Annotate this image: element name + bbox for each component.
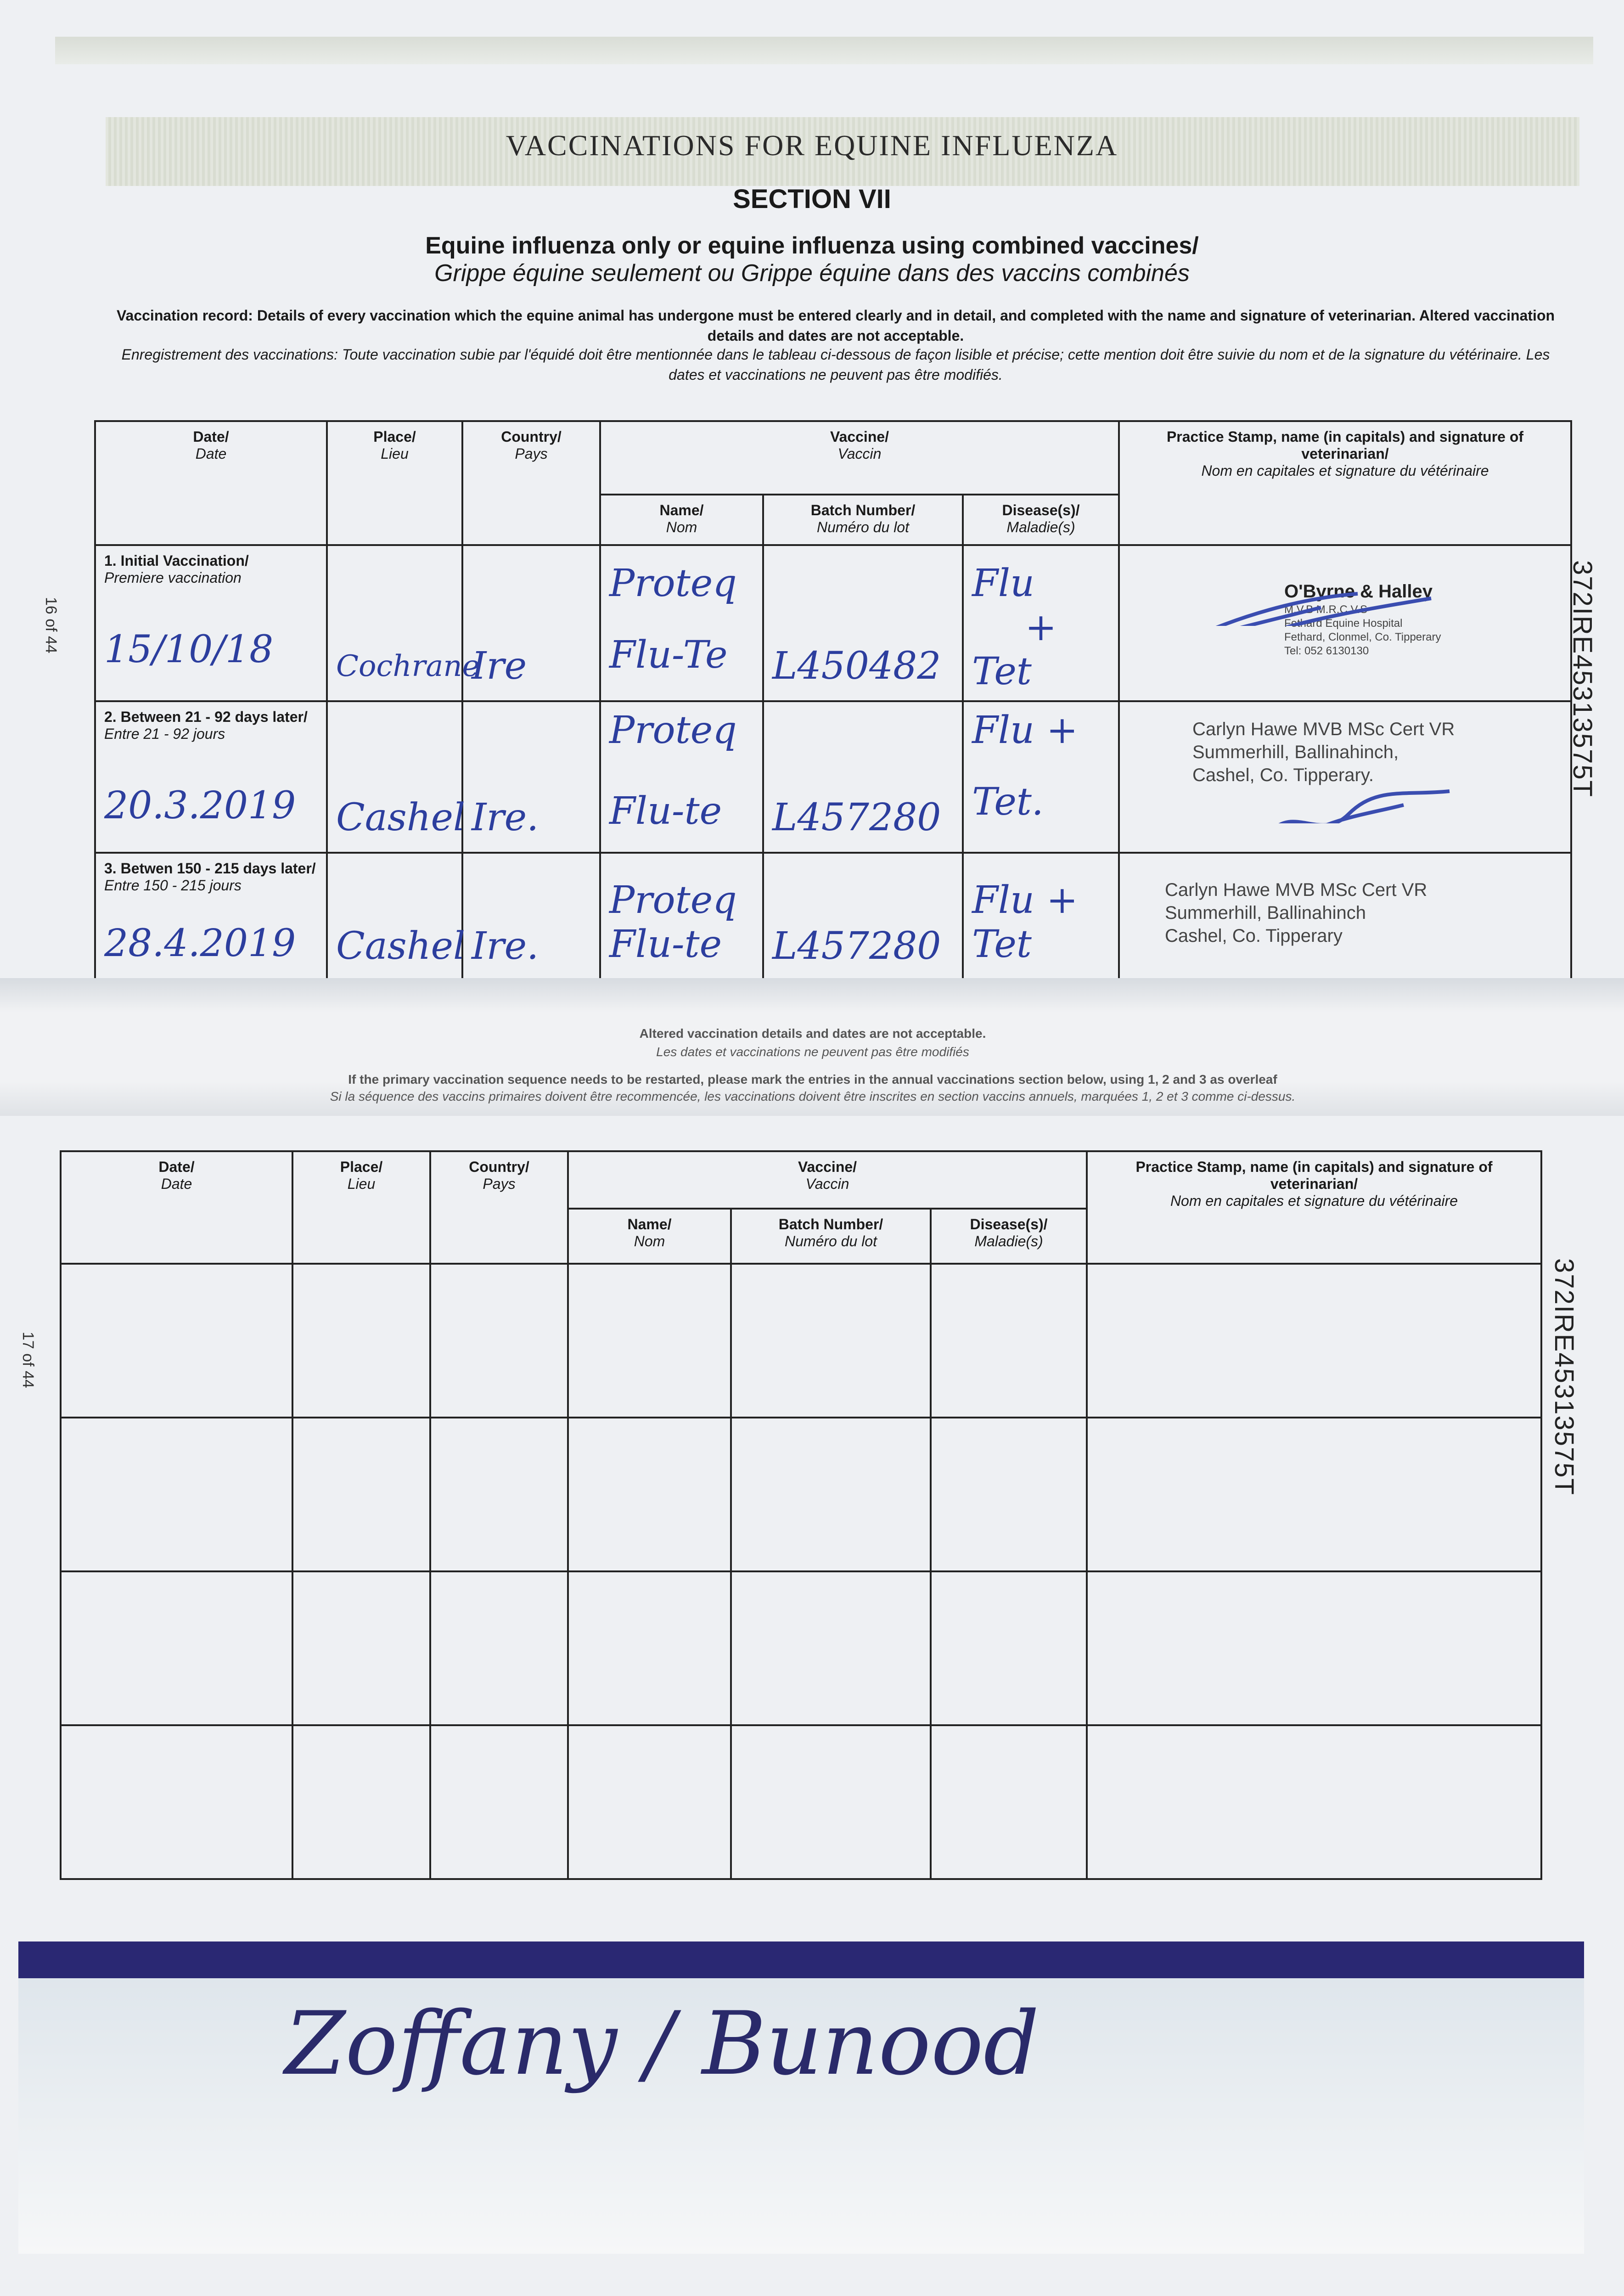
row-country-cell: Ire.	[462, 701, 600, 853]
page-number-top: 16 of 44	[42, 597, 60, 653]
altered-note-en: Altered vaccination details and dates are not acceptable.	[639, 1026, 986, 1041]
row-stamp-cell: Carlyn Hawe MVB MSc Cert VR Summerhill, Ballinahinch, Cashel, Co. Tipperary.	[1119, 701, 1571, 853]
primary-vaccination-table	[94, 420, 1572, 1005]
col-date-header: Date/ Date	[61, 1151, 292, 1264]
table-row	[95, 701, 1571, 853]
col-name-header: Name/ Nom	[568, 1209, 731, 1264]
col-place-header: Place/ Lieu	[292, 1151, 430, 1264]
row-disease-cell: Flu + Tet	[963, 853, 1119, 1004]
row-disease-cell: Flu + Tet	[963, 545, 1119, 701]
col-place-header: Place/ Lieu	[327, 421, 462, 545]
col-batch-header: Batch Number/ Numéro du lot	[731, 1209, 931, 1264]
vet-signature	[1266, 787, 1459, 823]
row-disease-cell: Flu + Tet.	[963, 701, 1119, 853]
annual-vaccination-table	[60, 1150, 1542, 1880]
col-name-header: Name/ Nom	[600, 495, 763, 545]
col-vaccine-header: Vaccine/ Vaccin	[568, 1151, 1087, 1209]
page-number-bottom: 17 of 44	[19, 1332, 37, 1388]
row-stamp-cell: O'Byrne & Halley M.V.B M.R.C.V.S Fethard Equine Hospital Fethard, Clonmel, Co. Tipperary Tel: 052 6130130	[1119, 545, 1571, 701]
col-stamp-header: Practice Stamp, name (in capitals) and signature of veterinarian/ Nom en capitales et signature du vétérinaire	[1087, 1151, 1541, 1264]
row-country-cell: Ire	[462, 545, 600, 701]
row-vaccine-name-cell: Proteq Flu-te	[600, 853, 763, 1004]
col-batch-header: Batch Number/ Numéro du lot	[763, 495, 963, 545]
table-row	[61, 1264, 1541, 1418]
row-batch-cell: L450482	[763, 545, 963, 701]
row-country-cell: Ire.	[462, 853, 600, 1004]
row-place-cell: Cashel	[327, 701, 462, 853]
row-batch-cell: L457280	[763, 701, 963, 853]
row-vaccine-name-cell: Proteq Flu-te	[600, 701, 763, 853]
col-disease-header: Disease(s)/ Maladie(s)	[963, 495, 1119, 545]
handwritten-horse-name: Zoffany / Bunood	[285, 1993, 1040, 2094]
table-row	[61, 1418, 1541, 1571]
section-title: SECTION VII	[733, 184, 891, 214]
col-country-header: Country/ Pays	[430, 1151, 568, 1264]
col-stamp-header: Practice Stamp, name (in capitals) and signature of veterinarian/ Nom en capitales et signature du vétérinaire	[1119, 421, 1571, 545]
row-date-cell: 3. Betwen 150 - 215 days later/ Entre 150 - 215 jours 28.4.2019	[95, 853, 327, 1004]
row-place-cell: Cochrane	[327, 545, 462, 701]
record-note-en: Vaccination record: Details of every vaccination which the equine animal has undergone must be entered clearly and in detail, and completed with the name and signature of veterinarian. Altered vaccination details and dates are not acceptable.	[116, 307, 1555, 344]
restart-note-en: If the primary vaccination sequence needs to be restarted, please mark the entries in the annual vaccinations section below, using 1, 2 and 3 as overleaf	[348, 1072, 1277, 1086]
col-country-header: Country/ Pays	[462, 421, 600, 545]
row-vaccine-name-cell: Proteq Flu-Te	[600, 545, 763, 701]
subtitle-en: Equine influenza only or equine influenza using combined vaccines/	[425, 232, 1199, 259]
table-row	[61, 1571, 1541, 1725]
passport-code-bottom: 372IRE45313575T	[1549, 1258, 1579, 1496]
row-place-cell: Cashel	[327, 853, 462, 1004]
altered-note-fr: Les dates et vaccinations ne peuvent pas être modifiés	[656, 1045, 969, 1059]
handwritten-date: 15/10/18	[104, 628, 274, 671]
vet-signature	[1183, 589, 1440, 626]
bottom-color-bar	[18, 1941, 1584, 1978]
record-note-fr: Enregistrement des vaccinations: Toute vaccination subie par l'équidé doit être mentionnée dans le tableau ci-dessous de façon lisible et précise; cette mention doit être suivie du nom et de la signature du vétérinaire. Les dates et vaccinations ne peuvent pas être modifiés.	[121, 346, 1550, 383]
handwritten-date: 28.4.2019	[104, 922, 296, 965]
subtitle-fr: Grippe équine seulement ou Grippe équine dans des vaccins combinés	[434, 260, 1190, 287]
row-date-cell: 1. Initial Vaccination/ Premiere vaccination 15/10/18	[95, 545, 327, 701]
col-date-header: Date/ Date	[95, 421, 327, 545]
row-stamp-cell: Carlyn Hawe MVB MSc Cert VR Summerhill, Ballinahinch Cashel, Co. Tipperary	[1119, 853, 1571, 1004]
page-title: VACCINATIONS FOR EQUINE INFLUENZA	[506, 129, 1118, 162]
table-row	[95, 545, 1571, 701]
col-vaccine-header: Vaccine/ Vaccin	[600, 421, 1119, 495]
table-row	[61, 1725, 1541, 1879]
top-scan-band	[55, 37, 1593, 64]
row-date-cell: 2. Between 21 - 92 days later/ Entre 21 - 92 jours 20.3.2019	[95, 701, 327, 853]
row-batch-cell: L457280	[763, 853, 963, 1004]
passport-code-top: 372IRE45313575T	[1568, 560, 1597, 798]
col-disease-header: Disease(s)/ Maladie(s)	[931, 1209, 1087, 1264]
restart-note-fr: Si la séquence des vaccins primaires doivent être recommencée, les vaccinations doivent être inscrites en section vaccins annuels, marquées 1, 2 et 3 comme ci-dessus.	[330, 1089, 1296, 1103]
handwritten-date: 20.3.2019	[104, 784, 296, 827]
